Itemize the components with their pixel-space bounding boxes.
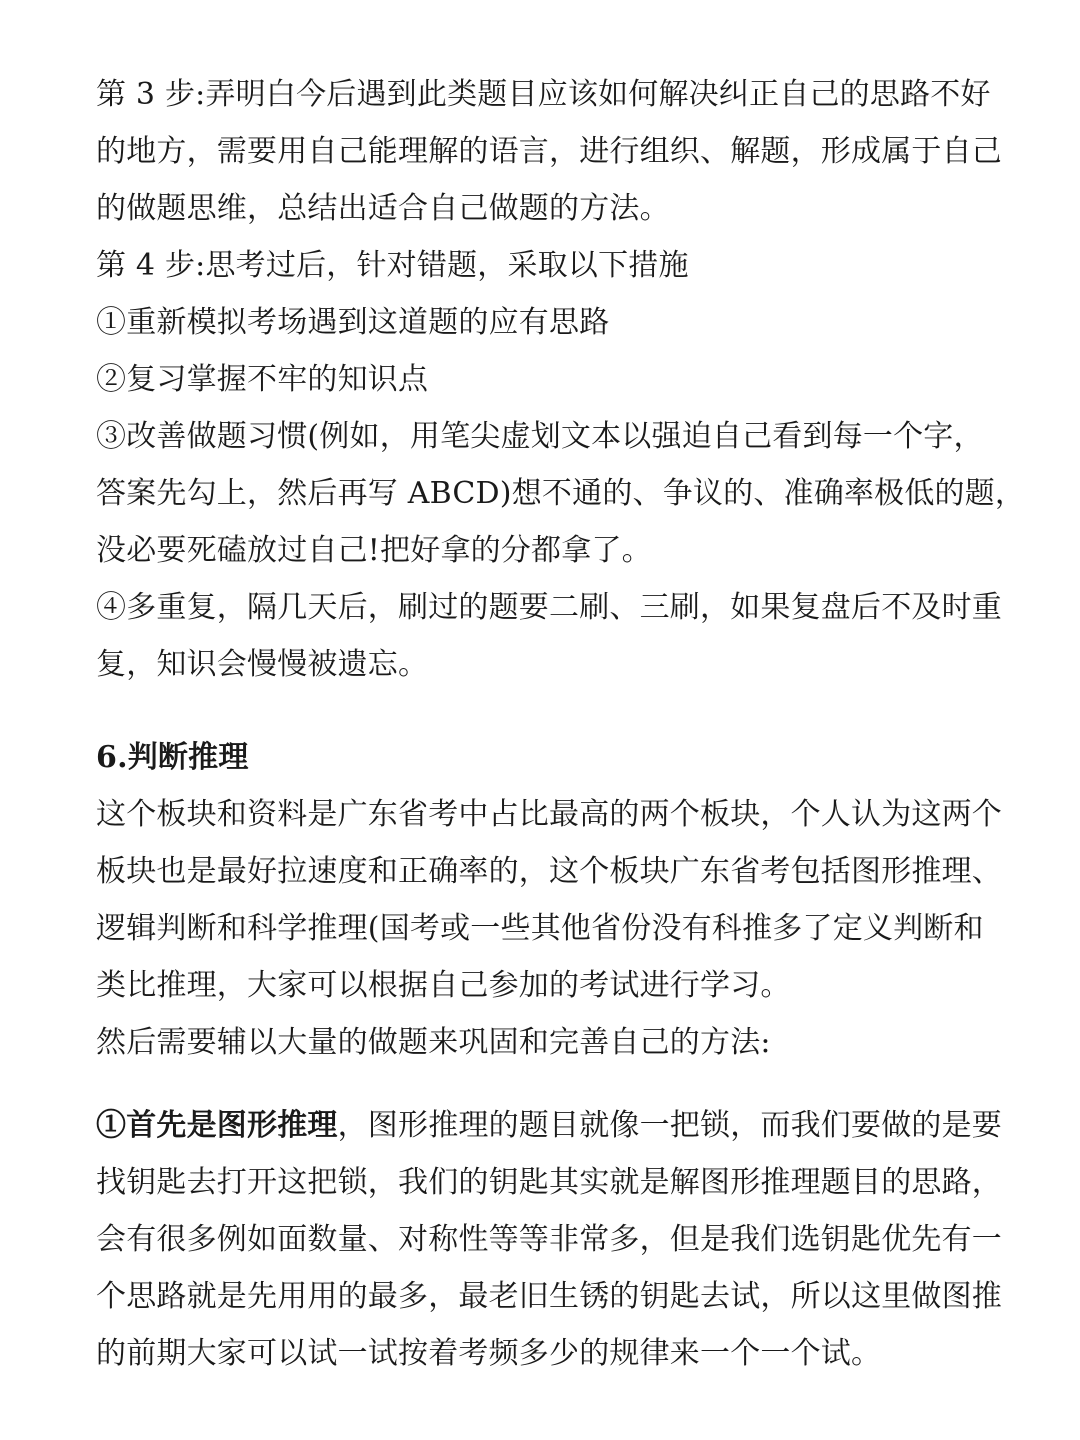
text-line: 板块也是最好拉速度和正确率的，这个板块广东省考包括图形推理、 xyxy=(96,854,1002,889)
text-line: 第 3 步:弄明白今后遇到此类题目应该如何解决纠正自己的思路不好 xyxy=(96,77,991,112)
text-line: 的地方，需要用自己能理解的语言，进行组织、解题，形成属于自己 xyxy=(96,134,1002,169)
text-line: 这个板块和资料是广东省考中占比最高的两个板块，个人认为这两个 xyxy=(96,797,1002,832)
section-intro xyxy=(96,786,1002,1014)
spacer xyxy=(96,1071,986,1097)
section-6 xyxy=(96,729,1003,1382)
step4-section xyxy=(96,237,1026,693)
step4-item-3 xyxy=(96,408,1026,579)
step4-item-1: ①重新模拟考场遇到这道题的应有思路 xyxy=(96,305,610,340)
step3-paragraph xyxy=(96,66,1002,237)
text-line: 找钥匙去打开这把锁，我们的钥匙其实就是解图形推理题目的思路， xyxy=(96,1165,1002,1200)
text-line: 的做题思维，总结出适合自己做题的方法。 xyxy=(96,191,670,226)
point-1-lead: ①首先是图形推理 xyxy=(96,1108,338,1143)
spacer xyxy=(96,693,986,729)
text-line xyxy=(96,1097,1003,1154)
text-line: ④多重复，隔几天后，刷过的题要二刷、三刷，如果复盘后不及时重 xyxy=(96,590,1002,625)
text-line: 答案先勾上，然后再写 ABCD)想不通的、争议的、准确率极低的题， xyxy=(96,476,1026,511)
text-line: ③改善做题习惯(例如，用笔尖虚划文本以强迫自己看到每一个字， xyxy=(96,419,984,454)
text-line: 会有很多例如面数量、对称性等等非常多，但是我们选钥匙优先有一 xyxy=(96,1222,1002,1257)
step4-item-4 xyxy=(96,579,1002,693)
section-title: 6.判断推理 xyxy=(96,740,249,775)
text-line: 个思路就是先用用的最多，最老旧生锈的钥匙去试，所以这里做图推 xyxy=(96,1279,1002,1314)
method-intro: 然后需要辅以大量的做题来巩固和完善自己的方法: xyxy=(96,1025,771,1060)
text-line: 没必要死磕放过自己!把好拿的分都拿了。 xyxy=(96,533,652,568)
document-page xyxy=(96,66,1026,1382)
step4-item-2: ②复习掌握不牢的知识点 xyxy=(96,362,429,397)
point-1-rest: ，图形推理的题目就像一把锁，而我们要做的是要 xyxy=(337,1108,1003,1143)
text-line: 逻辑判断和科学推理(国考或一些其他省份没有科推多了定义判断和 xyxy=(96,911,984,946)
text-line: 复，知识会慢慢被遗忘。 xyxy=(96,647,429,682)
point-1-paragraph xyxy=(96,1097,1003,1382)
text-line: 的前期大家可以试一试按着考频多少的规律来一个一个试。 xyxy=(96,1336,882,1371)
text-line: 类比推理，大家可以根据自己参加的考试进行学习。 xyxy=(96,968,791,1003)
step4-heading: 第 4 步:思考过后，针对错题，采取以下措施 xyxy=(96,248,689,283)
